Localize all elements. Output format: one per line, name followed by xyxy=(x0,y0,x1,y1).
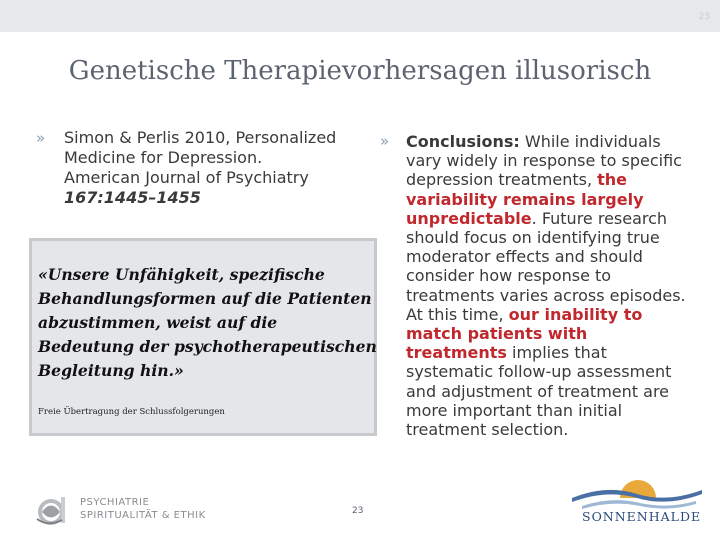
sun-wave-icon xyxy=(572,476,702,510)
conclusions-highlight-2: our inability to match patients with treatments xyxy=(406,304,643,363)
conclusions-highlight-1: the variability remains largely unpredictable xyxy=(406,170,644,228)
psychiatrie-logo-icon xyxy=(34,493,74,529)
header-bar xyxy=(0,0,720,32)
sonnenhalde-logo xyxy=(572,476,702,526)
reference-bullet xyxy=(36,128,371,208)
page-number: 23 xyxy=(352,506,364,516)
bullet-marker: » xyxy=(36,129,46,147)
reference-text xyxy=(36,128,371,208)
reference-line-3: American Journal of Psychiatry xyxy=(64,168,309,187)
conclusions-label: Conclusions: xyxy=(406,132,520,151)
conclusions-part-3: implies that systematic follow-up assessment and adjustment of treatment are more important than initial treatment selection. xyxy=(406,343,672,440)
quote-note: Freie Übertragung der Schlussfolgerungen xyxy=(38,407,225,417)
sonnenhalde-wordmark: SONNENHALDE xyxy=(582,509,702,524)
reference-line-4: 167:1445–1455 xyxy=(64,188,201,207)
psychiatrie-logo xyxy=(34,493,224,529)
reference-line-2: Medicine for Depression. xyxy=(64,148,263,167)
header-slide-number: 23 xyxy=(698,12,710,22)
quote-text: «Unsere Unfähigkeit, spezifische Behandlungsformen auf die Patienten abzustimmen, weist auf die Bedeutung der psychotherapeutischen Begleitung hin.» xyxy=(38,265,377,380)
reference-line-1: Simon & Perlis 2010, Personalized xyxy=(64,128,337,147)
logo-text-line-1: PSYCHIATRIE xyxy=(80,497,150,508)
slide-title: Genetische Therapievorhersagen illusorisch xyxy=(68,56,652,86)
conclusions-part-1: While individuals vary widely in response to specific depression treatments, xyxy=(406,132,682,190)
bullet-marker: » xyxy=(380,132,390,150)
conclusions-part-2: . Future research should focus on identifying true moderator effects and should consider how response to treatments varies across episodes. At this time, xyxy=(406,208,686,324)
conclusions-bullet xyxy=(380,132,692,439)
quote-box xyxy=(29,238,377,436)
logo-text-line-2: SPIRITUALITÄT & ETHIK xyxy=(80,510,206,521)
conclusions-text xyxy=(380,132,692,439)
